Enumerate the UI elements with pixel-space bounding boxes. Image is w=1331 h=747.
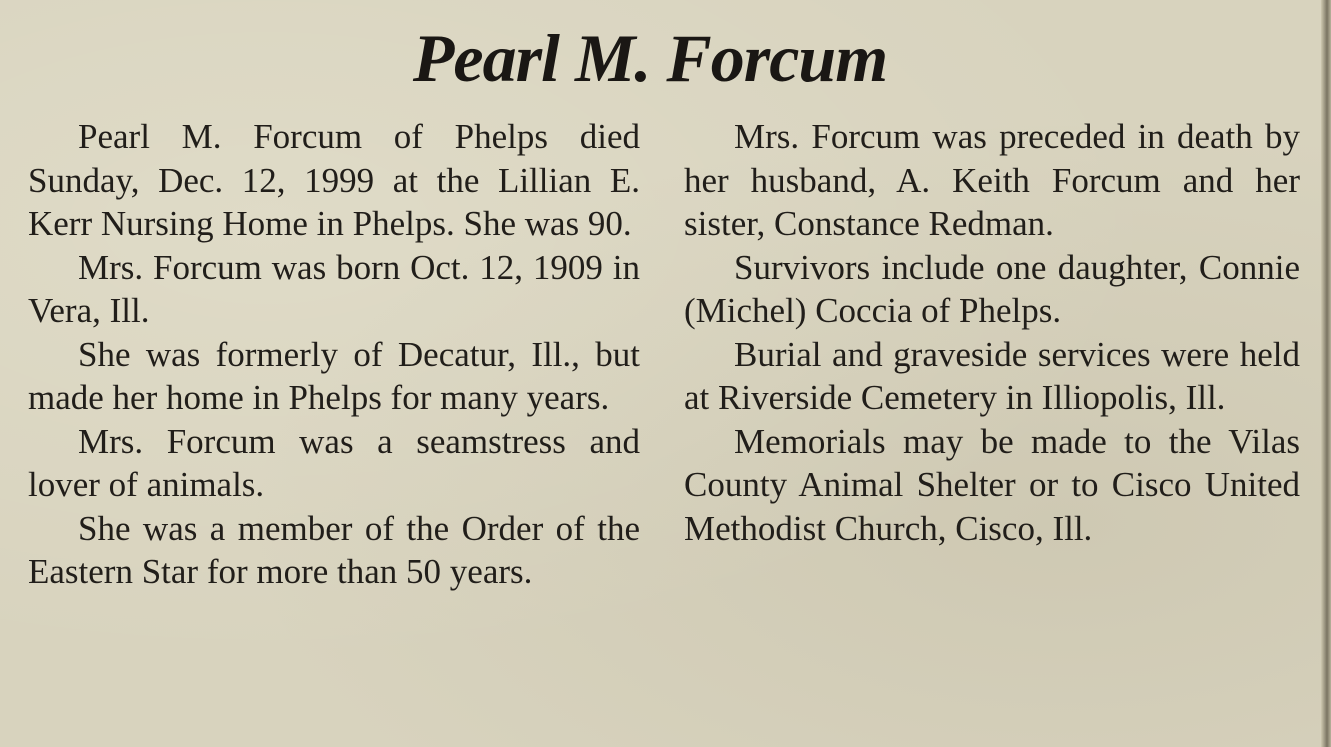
obituary-headline: Pearl M. Forcum [412, 20, 888, 96]
paragraph-membership: She was a member of the Order of the Eastern Star for more than 50 years. [28, 508, 640, 591]
paragraph-memorials: Memorials may be made to the Vilas County Animal Shelter or to Cisco United Methodist Church, Cisco, Ill. [684, 421, 1300, 548]
page-edge [1321, 0, 1331, 747]
paragraph-burial: Burial and graveside services were held at Riverside Cemetery in Illiopolis, Ill. [684, 334, 1300, 417]
paragraph-occupation: Mrs. Forcum was a seamstress and lover of animals. [28, 421, 640, 504]
right-column [684, 115, 1300, 550]
paragraph-survivors: Survivors include one daughter, Connie (Michel) Coccia of Phelps. [684, 247, 1300, 330]
paragraph-preceded: Mrs. Forcum was preceded in death by her husband, A. Keith Forcum and her sister, Constance Redman. [684, 117, 1300, 243]
paragraph-residence: She was formerly of Decatur, Ill., but made her home in Phelps for many years. [28, 334, 640, 417]
paragraph-birth: Mrs. Forcum was born Oct. 12, 1909 in Vera, Ill. [28, 247, 640, 330]
paragraph-death-notice: Pearl M. Forcum of Phelps died Sunday, Dec. 12, 1999 at the Lillian E. Kerr Nursing Home in Phelps. She was 90. [28, 117, 640, 243]
left-column [28, 115, 640, 594]
